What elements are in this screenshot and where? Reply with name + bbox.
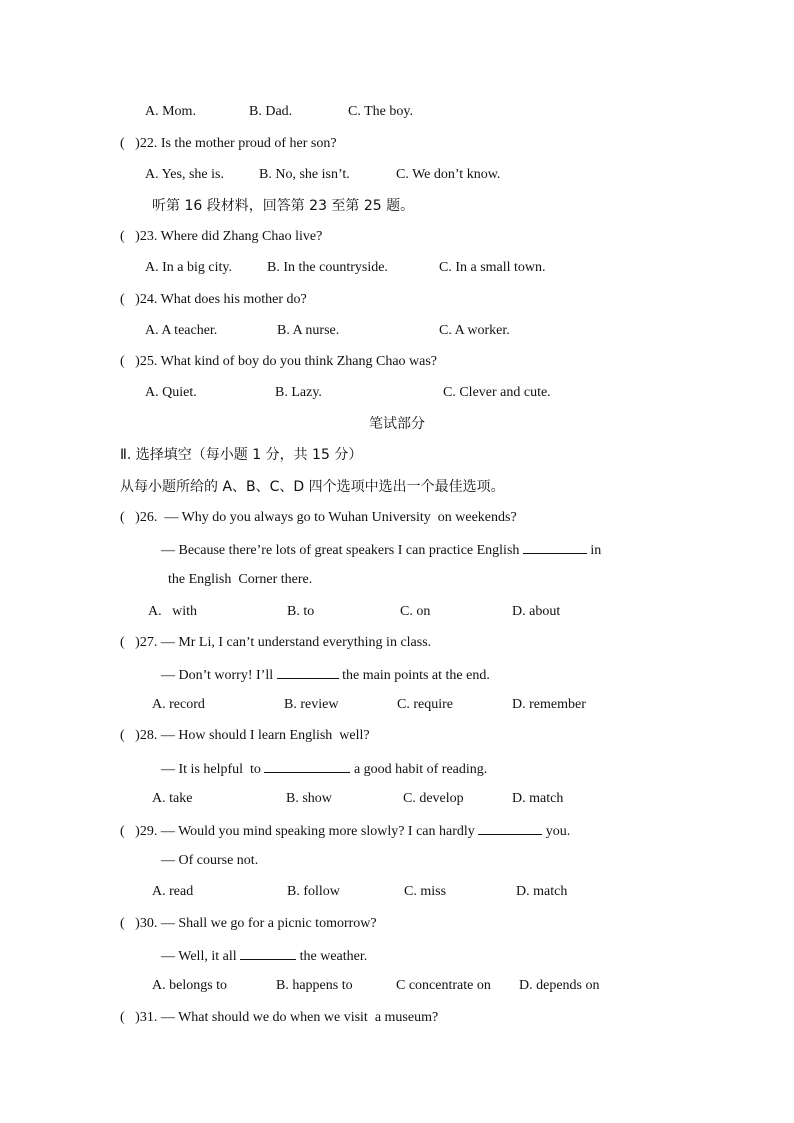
q27-stem: ( )27. — Mr Li, I can’t understand everything in class.	[120, 635, 432, 650]
q31-stem: ( )31. — What should we do when we visit a museum?	[120, 1010, 439, 1025]
q30-option-b: B. happens to	[276, 978, 353, 993]
q27-line-2	[161, 665, 490, 685]
q28-option-a: A. take	[152, 791, 193, 806]
q25-stem: ( )25. What kind of boy do you think Zhang Chao was?	[120, 354, 438, 369]
q26-line-2	[161, 540, 601, 560]
q24-option-b: B. A nurse.	[277, 323, 340, 338]
q26-line-3: the English Corner there.	[168, 572, 313, 587]
q25-option-a: A. Quiet.	[145, 385, 197, 400]
q23-option-b: B. In the countryside.	[267, 260, 388, 275]
q26-option-c: C. on	[400, 604, 431, 619]
q21-option-c: C. The boy.	[348, 104, 413, 119]
part-2-title: Ⅱ. 选择填空（每小题 1 分，共 15 分）	[120, 447, 363, 463]
section-16-instruction: 听第 16 段材料，回答第 23 至第 25 题。	[152, 198, 415, 214]
q30-stem: ( )30. — Shall we go for a picnic tomorrow?	[120, 916, 377, 931]
q23-option-c: C. In a small town.	[439, 260, 546, 275]
q27-line-2-before: — Don’t worry! I’ll	[161, 668, 277, 683]
q21-option-a: A. Mom.	[145, 104, 196, 119]
q28-option-b: B. show	[286, 791, 332, 806]
q24-option-c: C. A worker.	[439, 323, 510, 338]
q28-option-c: C. develop	[403, 791, 464, 806]
q27-answer-blank	[277, 665, 339, 679]
q22-option-a: A. Yes, she is.	[145, 167, 224, 182]
q26-answer-blank	[523, 540, 587, 554]
q22-stem: ( )22. Is the mother proud of her son?	[120, 136, 337, 151]
q30-line-2-before: — Well, it all	[161, 949, 241, 964]
q24-stem: ( )24. What does his mother do?	[120, 292, 307, 307]
part-2-instruction: 从每小题所给的 A、B、C、D 四个选项中选出一个最佳选项。	[120, 479, 505, 495]
q22-option-c: C. We don’t know.	[396, 167, 501, 182]
q26-option-a: A. with	[148, 604, 197, 619]
q26-option-b: B. to	[287, 604, 315, 619]
q29-option-c: C. miss	[404, 884, 447, 899]
q27-option-b: B. review	[284, 697, 339, 712]
q24-option-a: A. A teacher.	[145, 323, 218, 338]
q25-option-c: C. Clever and cute.	[443, 385, 551, 400]
q26-option-d: D. about	[512, 604, 561, 619]
q26-stem: ( )26. — Why do you always go to Wuhan University on weekends?	[120, 510, 517, 525]
q22-option-b: B. No, she isn’t.	[259, 167, 350, 182]
q29-stem-after: you.	[542, 824, 571, 839]
q27-option-c: C. require	[397, 697, 453, 712]
q27-line-2-after: the main points at the end.	[338, 668, 490, 683]
q30-line-2	[161, 946, 367, 966]
q30-option-a: A. belongs to	[152, 978, 228, 993]
q28-line-2-after: a good habit of reading.	[350, 762, 488, 777]
q28-stem: ( )28. — How should I learn English well?	[120, 728, 370, 743]
q25-option-b: B. Lazy.	[275, 385, 322, 400]
q30-line-2-after: the weather.	[296, 949, 368, 964]
q30-option-c: C concentrate on	[396, 978, 491, 993]
q29-stem	[120, 821, 570, 841]
q26-line-2-after: in	[586, 543, 602, 558]
q21-option-b: B. Dad.	[249, 104, 293, 119]
q29-answer-blank	[478, 821, 542, 835]
written-part-title: 笔试部分	[369, 416, 425, 432]
q23-option-a: A. In a big city.	[145, 260, 232, 275]
q29-option-a: A. read	[152, 884, 194, 899]
q26-line-2-before: — Because there’re lots of great speakers I can practice English	[161, 543, 523, 558]
q30-answer-blank	[240, 946, 296, 960]
q28-answer-blank	[264, 759, 350, 773]
q28-line-2	[161, 759, 487, 779]
q27-option-d: D. remember	[512, 697, 586, 712]
q28-line-2-before: — It is helpful to	[161, 762, 265, 777]
q29-stem-before: ( )29. — Would you mind speaking more slowly? I can hardly	[120, 824, 479, 839]
q27-option-a: A. record	[152, 697, 205, 712]
q28-option-d: D. match	[512, 791, 564, 806]
q30-option-d: D. depends on	[519, 978, 600, 993]
q29-option-b: B. follow	[287, 884, 340, 899]
q23-stem: ( )23. Where did Zhang Chao live?	[120, 229, 323, 244]
q29-line-2: — Of course not.	[161, 853, 259, 868]
q29-option-d: D. match	[516, 884, 568, 899]
